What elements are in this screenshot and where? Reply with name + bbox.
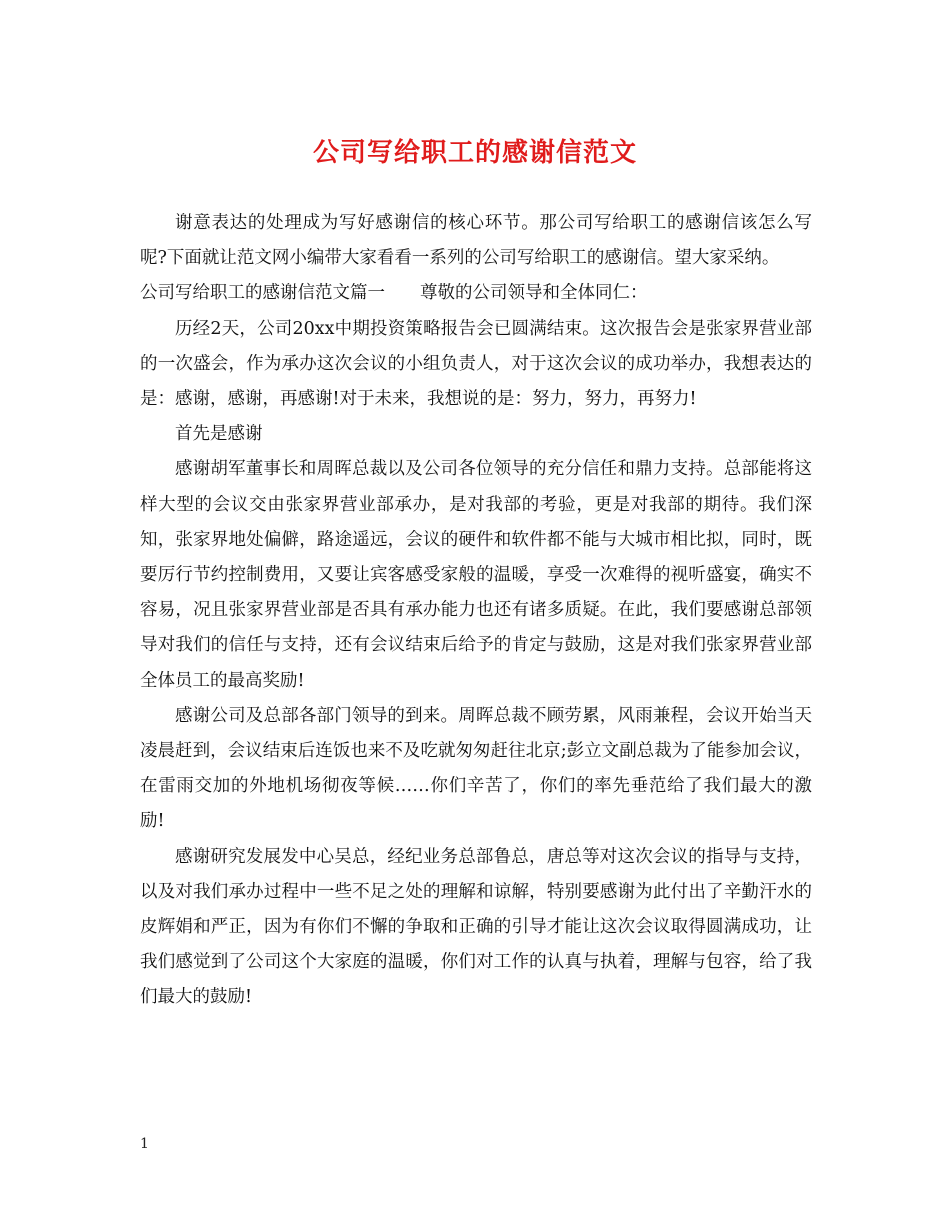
body-paragraph: 感谢公司及总部各部门领导的到来。周晖总裁不顾劳累，风雨兼程，会议开始当天凌晨赶到，会议结束后连饭也来不及吃就匆匆赶往北京;彭立文副总裁为了能参加会议，在雷雨交加的外地机场彻夜等候……你们辛苦了，你们的率先垂范给了我们最大的激励! <box>140 705 812 832</box>
page-number: 1 <box>140 1136 149 1152</box>
document-body <box>140 206 812 1016</box>
body-paragraph: 感谢胡军董事长和周晖总裁以及公司各位领导的充分信任和鼎力支持。总部能将这样大型的会议交由张家界营业部承办，是对我部的考验，更是对我部的期待。我们深知，张家界地处偏僻，路途遥远，会议的硬件和软件都不能与大城市相比拟，同时，既要厉行节约控制费用，又要让宾客感受家般的温暖，享受一次难得的视听盛宴，确实不容易，况且张家界营业部是否具有承办能力也还有诸多质疑。在此，我们要感谢总部领导对我们的信任与支持，还有会议结束后给予的肯定与鼓励，这是对我们张家界营业部全体员工的最高奖励! <box>140 459 812 691</box>
section-heading-line: 公司写给职工的感谢信范文篇一 尊敬的公司领导和全体同仁： <box>140 283 648 304</box>
document-title: 公司写给职工的感谢信范文 <box>312 138 637 168</box>
body-paragraph: 感谢研究发展发中心吴总，经纪业务总部鲁总，唐总等对这次会议的指导与支持，以及对我们承办过程中一些不足之处的理解和谅解，特别要感谢为此付出了辛勤汗水的皮辉娟和严正，因为有你们不懈的争取和正确的引导才能让这次会议取得圆满成功，让我们感觉到了公司这个大家庭的温暖，你们对工作的认真与执着，理解与包容，给了我们最大的鼓励! <box>140 846 812 1008</box>
body-paragraph: 历经2天，公司20xx中期投资策略报告会已圆满结束。这次报告会是张家界营业部的一次盛会，作为承办这次会议的小组负责人，对于这次会议的成功举办，我想表达的是：感谢，感谢，再感谢!对于未来，我想说的是：努力，努力，再努力! <box>140 318 812 410</box>
subheading-paragraph: 首先是感谢 <box>175 424 263 445</box>
intro-paragraph: 谢意表达的处理成为写好感谢信的核心环节。那公司写给职工的感谢信该怎么写呢?下面就让范文网小编带大家看看一系列的公司写给职工的感谢信。望大家采纳。 <box>140 213 812 269</box>
